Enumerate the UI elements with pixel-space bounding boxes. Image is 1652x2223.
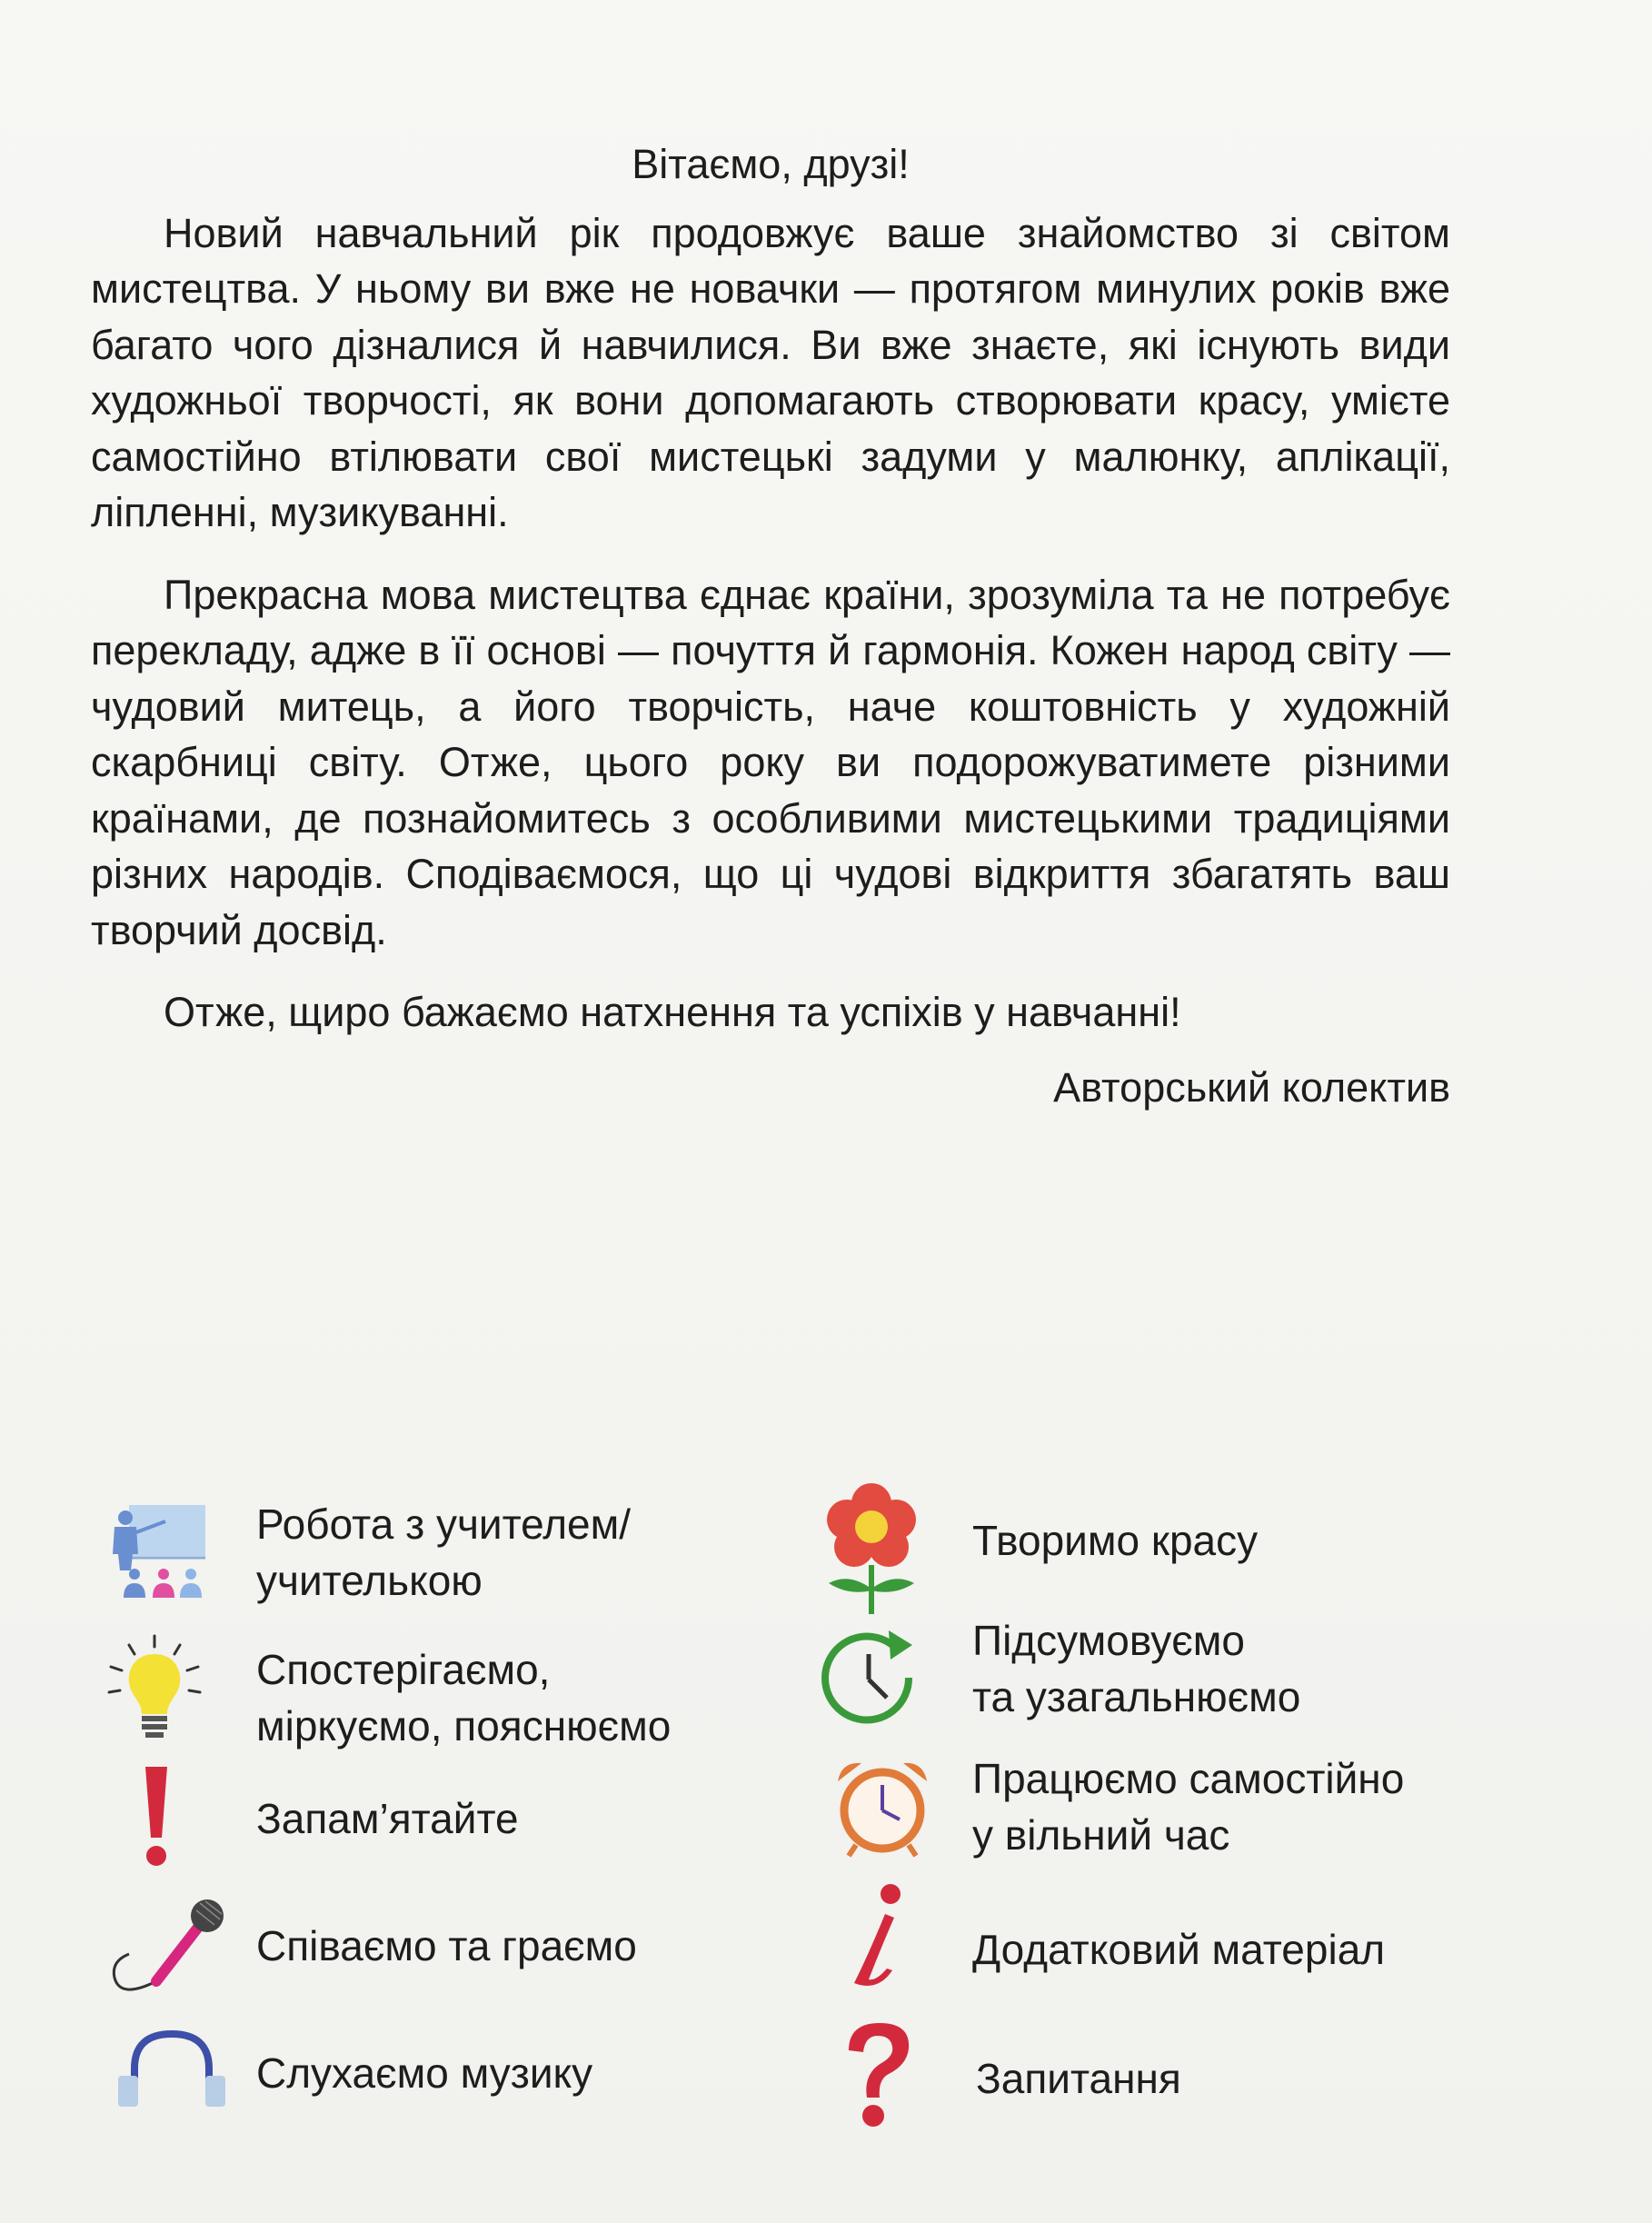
legend-label: Спостерігаємо, bbox=[256, 1646, 551, 1693]
letter bbox=[91, 136, 1450, 1115]
legend-label: Творимо красу bbox=[972, 1517, 1259, 1564]
legend-label: Запам’ятайте bbox=[256, 1795, 519, 1842]
wish-line: Отже, щиро бажаємо натхнення та успіхів у навчанні! bbox=[164, 989, 1181, 1035]
alarm-clock-icon bbox=[829, 1754, 936, 1861]
exclamation-icon bbox=[138, 1763, 174, 1869]
legend-label: Співаємо та граємо bbox=[256, 1922, 637, 1969]
headphones-icon bbox=[116, 2025, 227, 2108]
legend-label: учителькою bbox=[256, 1557, 483, 1604]
legend-label: Слухаємо музику bbox=[256, 2049, 593, 2097]
clock-arrow-icon bbox=[818, 1627, 920, 1729]
paragraph-1: Новий навчальний рік продовжує ваше знайомство зі світом мистецтва. У ньому ви вже не новачки — протягом минулих років вже багато чого дізналися й навчилися. Ви вже знаєте, які існують види художньої творчості, як вони допомагають створювати красу, умієте самостійно втілювати свої мистецькі задуми у малюнку, аплікації, ліпленні, музикуванні. bbox=[91, 209, 1450, 535]
question-icon bbox=[840, 2019, 916, 2132]
signature: Авторський колектив bbox=[1053, 1063, 1450, 1111]
legend-label: міркуємо, пояснюємо bbox=[256, 1702, 672, 1749]
lightbulb-icon bbox=[102, 1632, 207, 1747]
flower-icon bbox=[821, 1481, 921, 1616]
greeting-heading: Вітаємо, друзі! bbox=[632, 141, 910, 187]
teacher-icon bbox=[102, 1501, 211, 1601]
legend-label: та узагальнюємо bbox=[972, 1673, 1301, 1720]
paragraph-2: Прекрасна мова мистецтва єднає країни, зрозуміла та не потребує перекладу, адже в її основі — почуття й гармонія. Кожен народ світу — чудовий митець, а його творчість, наче коштовність у художній скарбниці світу. Отже, цього року ви подорожуватимете різними країнами, де познайомитесь з особливими мистецькими традиціями різних народів. Сподіваємося, що ці чудові відкриття збагатять ваш творчий досвід. bbox=[91, 571, 1450, 953]
legend-label: Запитання bbox=[976, 2055, 1181, 2102]
legend-label: у вільний час bbox=[972, 1811, 1230, 1859]
legend-label: Додатковий матеріал bbox=[972, 1926, 1386, 1973]
microphone-icon bbox=[102, 1890, 238, 2009]
info-icon bbox=[841, 1881, 914, 1994]
legend-label: Робота з учителем/ bbox=[256, 1500, 632, 1548]
legend-label: Працюємо самостійно bbox=[972, 1755, 1405, 1802]
legend-label: Підсумовуємо bbox=[972, 1617, 1245, 1664]
